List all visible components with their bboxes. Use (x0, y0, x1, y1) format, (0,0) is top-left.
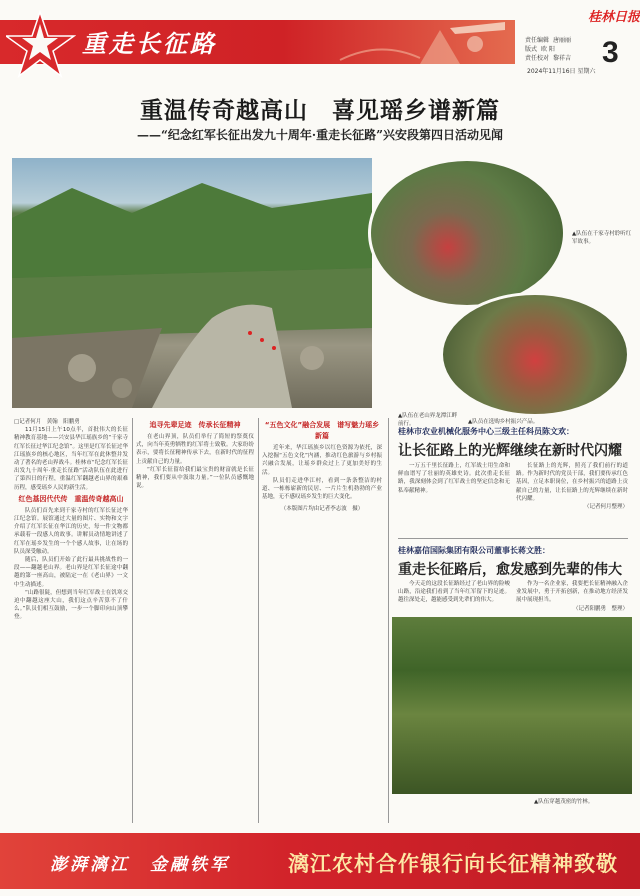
column-title: 重走长征路 (82, 29, 217, 58)
side-story-paragraph: 长征路上的光辉，照亮了我们前行的道路。作为新时代的党员干部，我们要传承红色基因，立足本职岗位，在乡村振兴的道路上贡献自己的力量，让长征路上的光辉继续在新时代闪耀。 (516, 463, 628, 502)
article-paragraph: “红军长征留给我们最宝贵的财富就是长征精神，我们要从中汲取力量。”一位队员感慨地说。 (136, 466, 254, 490)
article-lead: 11月15日上午10点半，首批伟大的长征精神教育基地——兴安县华江瑶族乡的“千家寺红军长征过华江纪念馆”。这里是红军长征过华江瑶族乡的核心地区，当年红军在此休整并发动了著名的老山界战斗。桂林市“纪念红军长征出发九十周年·重走长征路”活动队伍在此进行了第四日的行程，重温红军翻越老山界的艰难历程，感受瑶乡人民的新生活。 (14, 427, 128, 491)
article-paragraph: 队员们首先来到千家寺村的红军长征过华江纪念馆。展馆通过大量的图片、实物和文字介绍了红军长征在华江的历史，每一件文物都承载着一段感人的故事。讲解员动情地讲述了红军在瑶乡发生的一个个感人故事，让在场的队员深受触动。 (14, 507, 128, 555)
page-number: 3 (602, 36, 619, 69)
issue-date (527, 66, 595, 75)
photo-caption: ▲队伍穿越茂密的竹林。 (534, 799, 594, 805)
side-story-paragraph: 今天走的这段长征路经过了老山界的险峻山路，沿途我们看到了当年红军留下的足迹。越往深处走，越能感受到先辈们的伟大。 (398, 581, 510, 604)
landscape-photo-icon (12, 158, 372, 408)
side-story-1-col-a (398, 462, 510, 534)
article-column-3 (262, 418, 382, 828)
editor-name: 黎祥吉 (553, 55, 572, 62)
photo-caption: ▲队伍在老山界龙潭江畔前行。 (398, 413, 458, 427)
side-story-2-title: 重走长征路后，愈发感到先辈的伟大 (398, 562, 622, 578)
editor-name: 欧 阳 (541, 46, 555, 53)
photo-credit: （本版图片均由记者李志波 摄） (280, 506, 364, 513)
editor-role: 责任校对 (525, 55, 550, 62)
article-paragraph: 在老山界顶，队员们举行了简短的祭奠仪式，向当年英勇牺牲的红军将士致敬。大家纷纷表示，要将长征精神传承下去，在新时代的征程上贡献自己的力量。 (136, 434, 254, 465)
editor-role: 版式 (525, 46, 538, 53)
issue-weekday: 星期六 (577, 68, 596, 75)
article-column-2 (136, 418, 254, 828)
side-story-credit: （记者何月整理） (583, 504, 628, 511)
column-divider (132, 418, 133, 823)
side-story-2-col-a (398, 580, 510, 614)
side-story-paragraph: 作为一名企业家，我要把长征精神融入企业发展中，勇于开拓创新，在推动地方经济发展中展现担当。 (516, 581, 628, 604)
page-subhead: ——“纪念红军长征出发九十周年·重走长征路”兴安段第四日活动见闻 (137, 128, 503, 142)
article-paragraph: 近年来，华江瑶族乡以红色资源为依托，深入挖掘“五色文化”内涵，推动红色旅游与乡村振兴融合发展，让瑶乡群众过上了更加美好的生活。 (262, 445, 382, 476)
masthead (0, 0, 640, 82)
article-paragraph: 随后，队员们开始了此行最具挑战性的一段——翻越老山界。老山界是红军长征途中翻越的第一座高山，被陆定一在《老山界》一文中生动描述。 (14, 557, 128, 588)
circle-photo-shopping (440, 292, 630, 417)
column-divider (388, 418, 389, 823)
photo-caption: ▲队员在选购乡村振兴产品。 (468, 419, 539, 425)
page-headline: 重温传奇越高山 喜见瑶乡谱新篇 (140, 98, 500, 124)
banner-slogan: 澎湃漓江 金融铁军 (50, 855, 230, 875)
red-star-logo-icon (6, 10, 76, 78)
side-story-credit: （记者阳鹏勇 整理） (572, 605, 628, 612)
section-heading: 追寻先辈足迹 传承长征精神 (149, 421, 241, 429)
banner-title: 漓江农村合作银行向长征精神致敬 (288, 852, 618, 876)
side-story-1-kicker: 桂林市农业机械化服务中心三级主任科员陈文欢： (398, 427, 574, 436)
story-divider (398, 538, 628, 539)
side-story-paragraph: 一万五千里长征路上，红军战士用生命和鲜血谱写了壮丽的英雄史诗。此次重走长征路，我深刻体会到了红军战士的坚定信念和无私奉献精神。 (398, 463, 510, 494)
article-byline: □记者何月 黄翰 阳鹏勇 (14, 419, 80, 425)
editor-name: 唐丽丽 (553, 37, 572, 44)
article-column-1 (14, 418, 128, 828)
bamboo-forest-photo (392, 617, 632, 794)
issue-date-text: 2024年11月16日 (527, 68, 576, 75)
photo-caption: ▲队伍在千家寺村聆听红军故事。 (572, 231, 632, 245)
circle-photo-village-story (368, 158, 566, 308)
side-story-1-col-b (516, 462, 628, 534)
mountain-river-photo (12, 158, 372, 408)
section-heading: 红色基因代代传 重温传奇越高山 (18, 494, 124, 503)
article-paragraph: 队员们走进华江村，看到一条条整洁的村道、一栋栋崭新的民居、一片片生机勃勃的产业基地，无不感叹瑶乡发生的巨大变化。 (262, 477, 382, 501)
section-heading: “五色文化”融合发展 谱写魅力瑶乡新篇 (264, 421, 380, 440)
side-story-2-col-b (516, 580, 628, 614)
editor-role: 责任编辑 (525, 37, 550, 44)
side-story-1-title: 让长征路上的光辉继续在新时代闪耀 (398, 443, 622, 459)
newspaper-logo: 桂林日报 (588, 10, 640, 25)
trumpet-soldier-decoration-icon (300, 20, 515, 64)
side-story-2-kicker: 桂林嘉信国际集团有限公司董事长蒋文胜： (398, 546, 550, 555)
column-divider (258, 418, 259, 823)
article-paragraph: “山路很陡，但想到当年红军战士在饥寒交迫中翻越这座大山，我们这点辛苦算不了什么。”队员们相互鼓励，一步一个脚印向山顶攀登。 (14, 589, 128, 621)
